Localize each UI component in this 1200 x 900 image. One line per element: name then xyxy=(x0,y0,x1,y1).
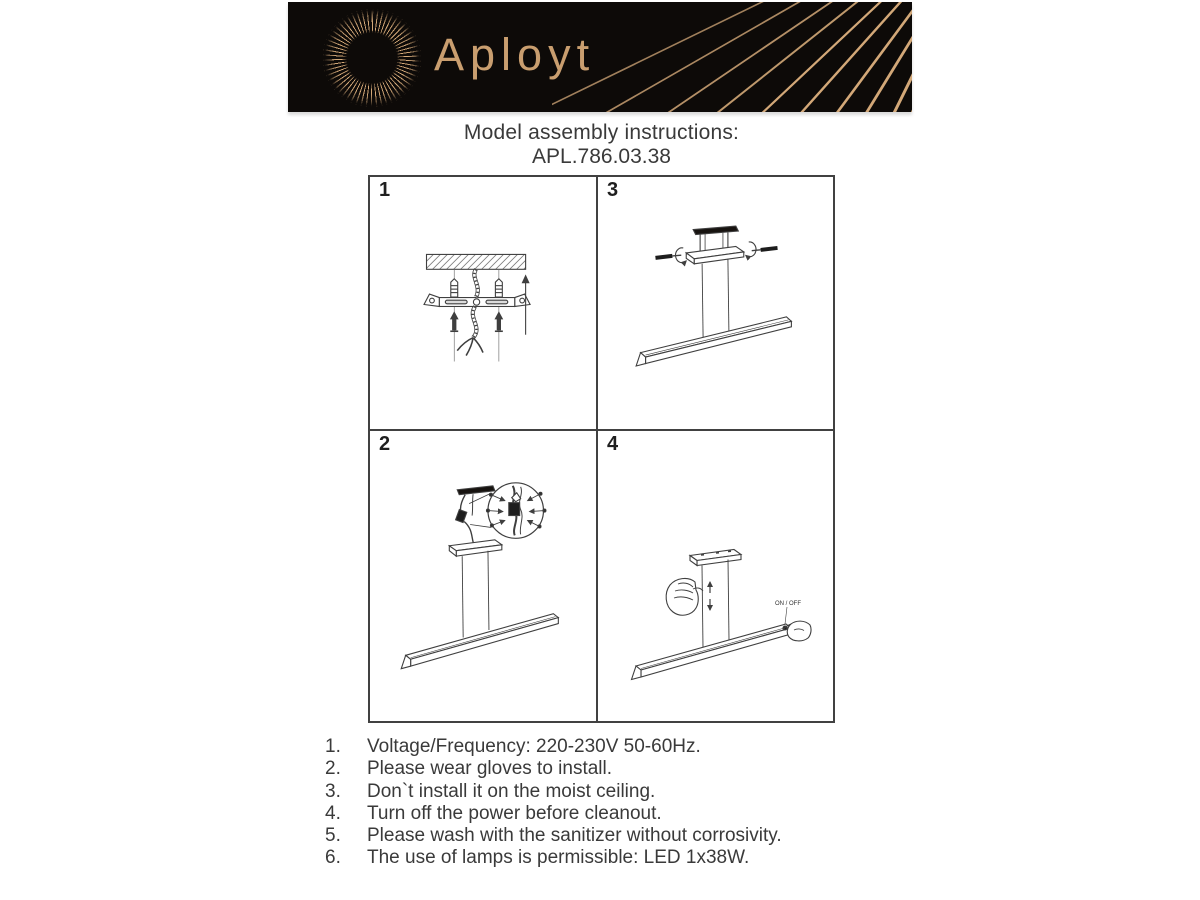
instruction-text: Turn off the power before cleanout. xyxy=(367,802,662,824)
ceiling-plate xyxy=(693,226,738,234)
canopy xyxy=(690,550,741,566)
diagram-panel-4 xyxy=(598,431,833,721)
page-title: Model assembly instructions: xyxy=(463,121,740,144)
diagram-panel-1 xyxy=(370,177,598,431)
on-off-label: ON / OFF xyxy=(775,601,801,607)
panel-number: 3 xyxy=(607,179,619,201)
ceiling-plate xyxy=(457,486,495,495)
instruction-item xyxy=(325,736,782,758)
magnifier-detail xyxy=(486,483,546,539)
canopy-side-screws-fixing-drawing xyxy=(598,177,833,429)
instruction-text: Please wash with the sanitizer without corrosivity. xyxy=(367,825,782,847)
model-number: APL.786.03.38 xyxy=(532,145,671,168)
ceiling-drill-anchors-bracket-drawing xyxy=(370,177,596,429)
brand-banner xyxy=(288,2,912,112)
height-adjust-and-switch-drawing xyxy=(598,431,833,721)
lamp-bar xyxy=(401,614,558,669)
instruction-text: Voltage/Frequency: 220-230V 50-60Hz. xyxy=(367,736,701,757)
screw-left-horizontal xyxy=(655,248,686,263)
canopy xyxy=(686,246,744,263)
instruction-number: 1. xyxy=(325,736,341,757)
title-block xyxy=(368,121,835,168)
screw-left xyxy=(450,312,458,331)
lamp-bar xyxy=(632,624,792,680)
instruction-item xyxy=(325,825,782,847)
adjusting-hand xyxy=(666,578,703,615)
panel-number: 2 xyxy=(379,433,391,455)
diagram-panel-2 xyxy=(370,431,598,721)
suspension-cable-left xyxy=(702,566,703,649)
brand-name: Aployt xyxy=(434,29,596,80)
instruction-number: 4. xyxy=(325,802,341,824)
instruction-item xyxy=(325,758,782,780)
panel-number: 1 xyxy=(379,179,391,201)
switch-hand xyxy=(783,621,811,641)
screw-right-horizontal xyxy=(746,242,778,257)
diagram-grid xyxy=(368,175,835,723)
wall-plug-right xyxy=(495,279,502,297)
instruction-number: 3. xyxy=(325,780,341,802)
diagram-panel-3 xyxy=(598,177,833,431)
canopy xyxy=(449,540,502,556)
instruction-number: 5. xyxy=(325,825,341,847)
screw-right xyxy=(495,312,503,331)
wire-connection-magnifier-drawing xyxy=(370,431,596,721)
wall-plug-left xyxy=(451,279,458,297)
instruction-item xyxy=(325,781,782,803)
instruction-number: 2. xyxy=(325,758,341,780)
lamp-bar xyxy=(636,317,791,366)
instruction-text: Don`t install it on the moist ceiling. xyxy=(367,780,656,802)
panel-number: 4 xyxy=(607,433,619,455)
instruction-text: Please wear gloves to install. xyxy=(367,758,613,780)
rays-icon xyxy=(552,2,912,112)
suspension-cable-right xyxy=(728,560,729,641)
power-cable xyxy=(457,269,483,355)
instruction-item xyxy=(325,803,782,825)
instruction-text: The use of lamps is permissible: LED 1x38W. xyxy=(367,847,750,869)
instruction-item xyxy=(325,847,782,869)
sunburst-icon xyxy=(323,9,421,107)
suspension-cable-left xyxy=(702,264,703,338)
instruction-number: 6. xyxy=(325,847,341,869)
suspension-cable-right xyxy=(488,551,489,630)
hanging-wires xyxy=(456,494,474,545)
suspension-cable-left xyxy=(462,556,463,637)
instruction-list xyxy=(325,736,782,870)
ceiling-hatch xyxy=(427,254,526,269)
suspension-cable-right xyxy=(728,259,729,331)
